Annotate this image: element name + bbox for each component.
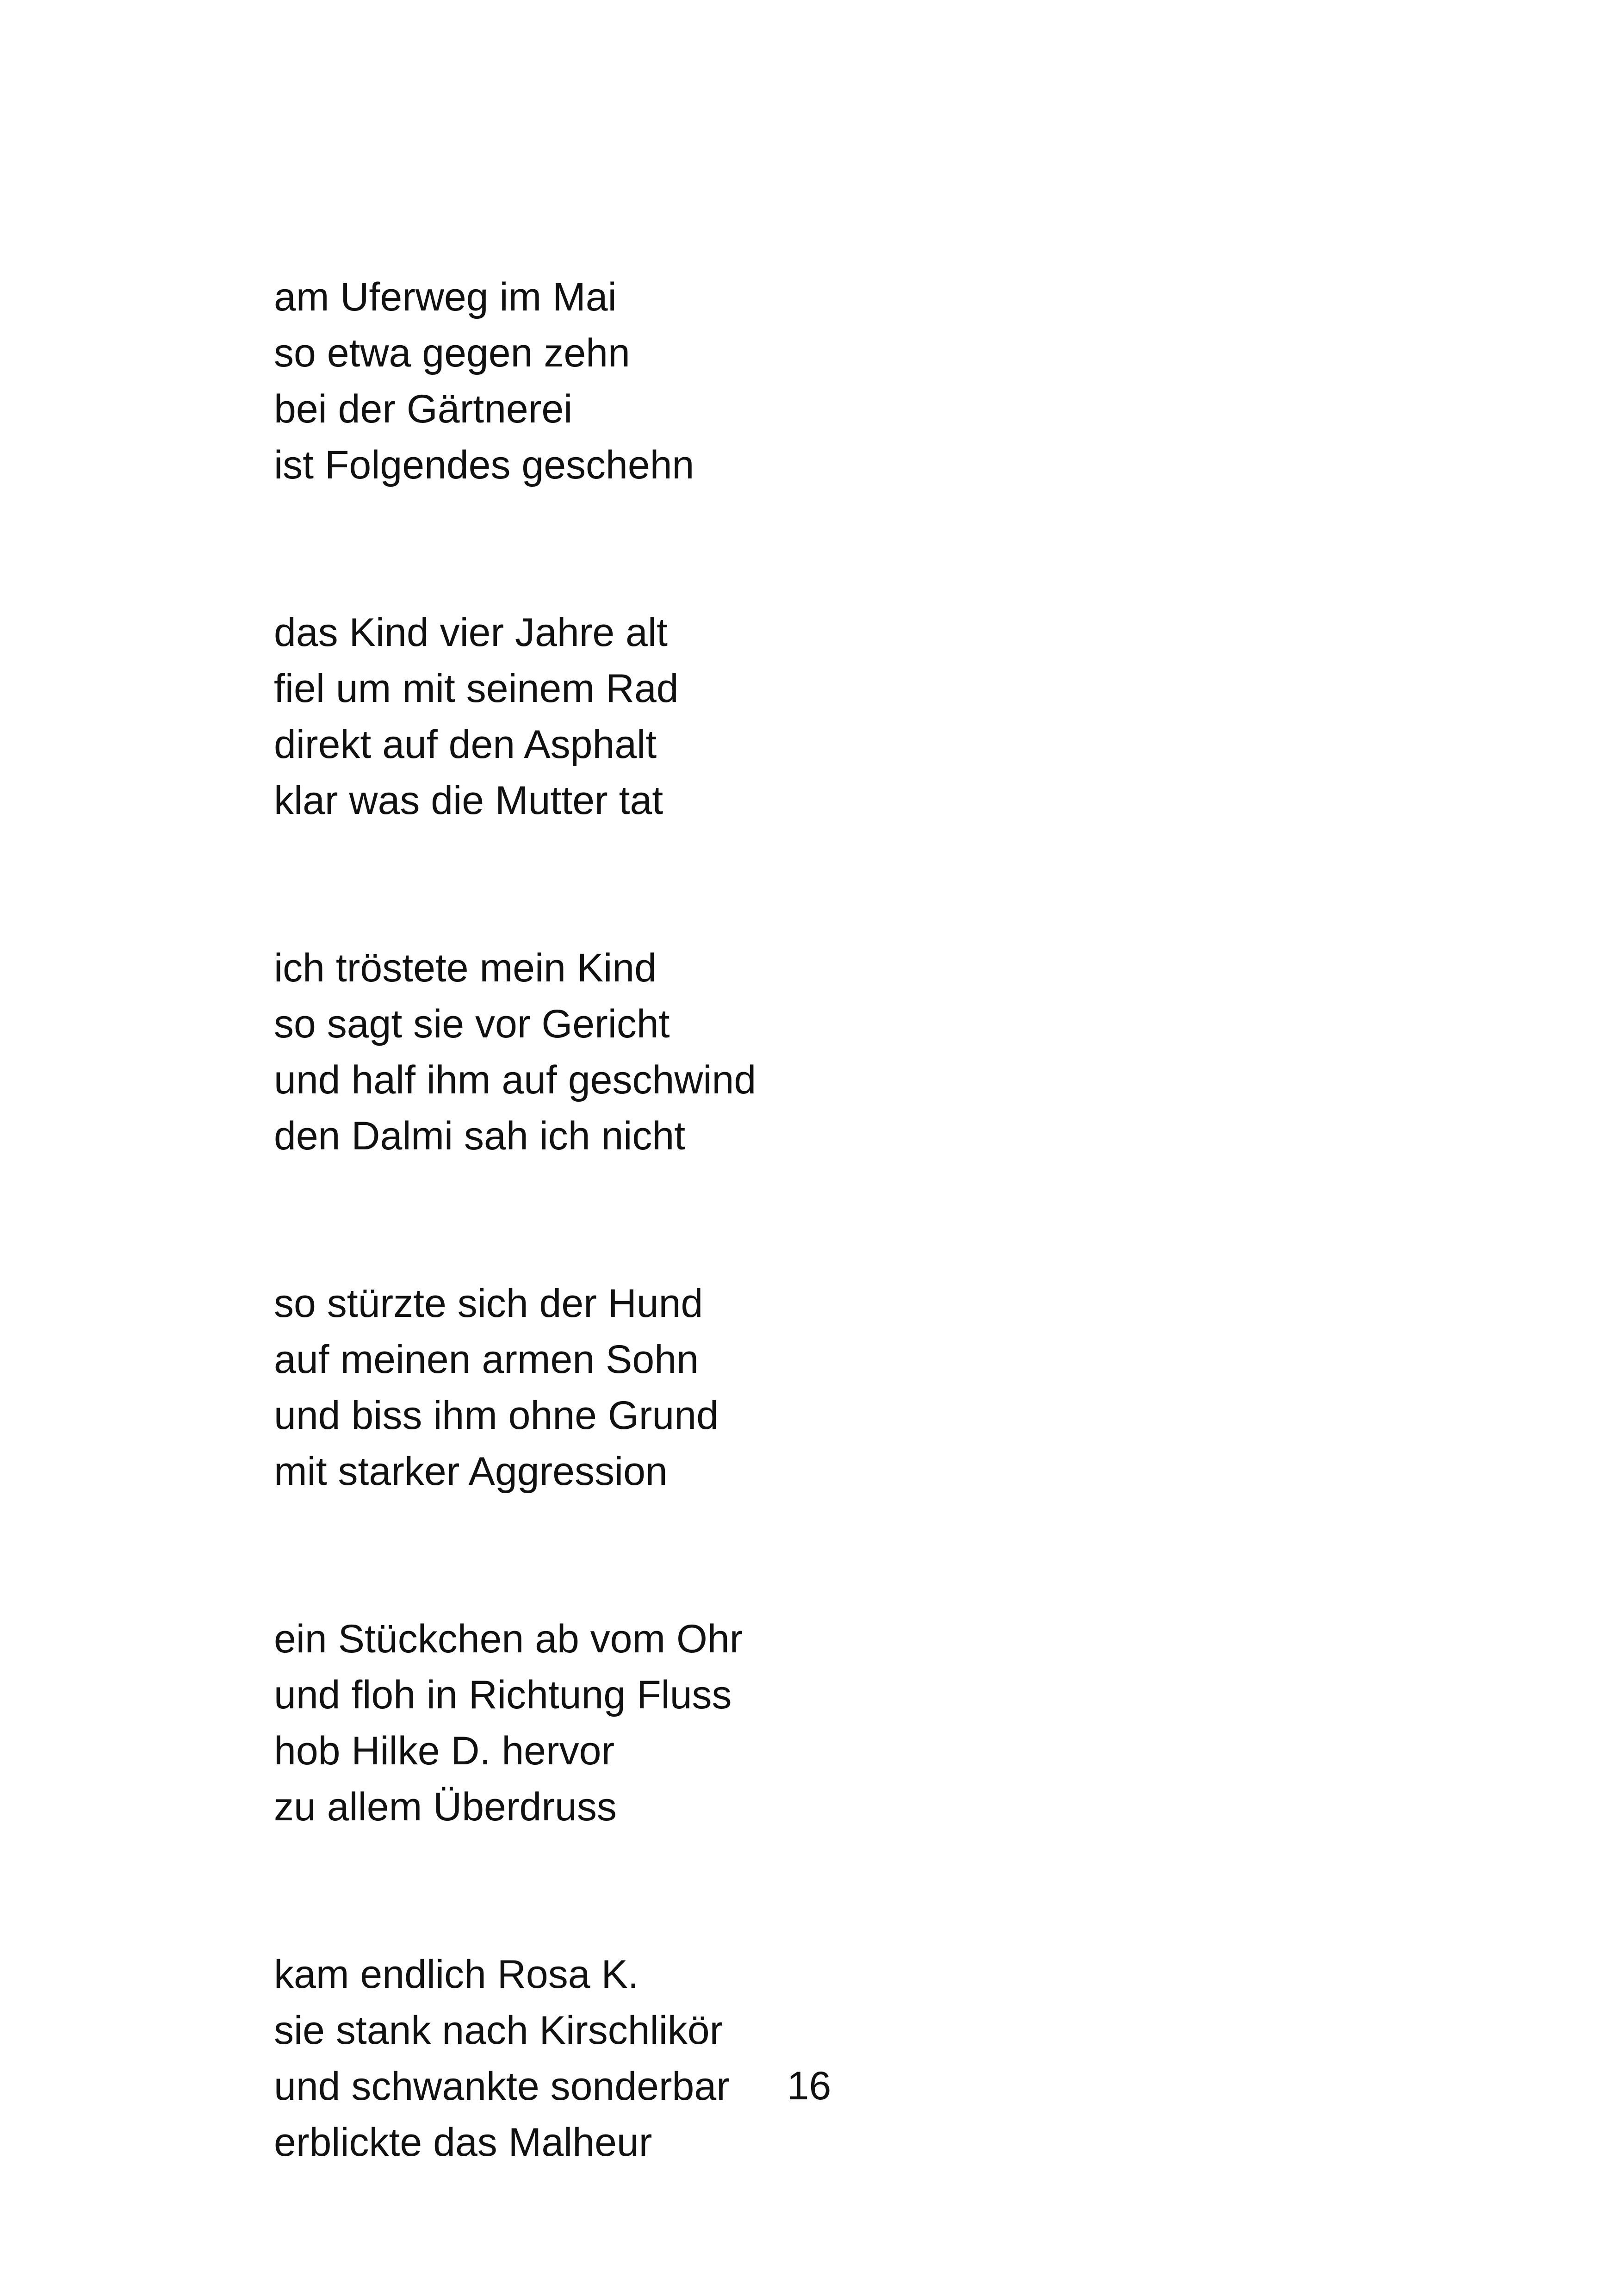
poem-line: kam endlich Rosa K. [274,1952,639,1997]
stanza-3 [274,940,1384,1164]
poem-line: sie stank nach Kirschlikör [274,2008,723,2053]
poem-line: am Uferweg im Mai [274,275,617,319]
poem-line: ich tröstete mein Kind [274,946,657,990]
stanza-2 [274,605,1384,829]
poem-line: ein Stückchen ab vom Ohr [274,1617,743,1661]
poem-line: auf meinen armen Sohn [274,1337,699,1382]
poem-line: direkt auf den Asphalt [274,722,657,767]
poem-line: klar was die Mutter tat [274,778,663,823]
poem-line: und floh in Richtung Fluss [274,1673,732,1717]
poem-line: ist Folgendes geschehn [274,443,694,487]
poem-line: so stürzte sich der Hund [274,1281,703,1326]
poem-line: so etwa gegen zehn [274,331,630,375]
stanza-5 [274,1611,1384,1835]
stanza-1 [274,269,1384,493]
poem-line: fiel um mit seinem Rad [274,666,679,711]
poem [274,269,1384,2282]
page-number: 16 [787,2064,831,2108]
poem-line: hob Hilke D. hervor [274,1729,615,1773]
poem-line: und schwankte sonderbar [274,2064,730,2109]
poem-line: mit starker Aggression [274,1449,668,1494]
poem-line: den Dalmi sah ich nicht [274,1114,686,1158]
poem-line: zu allem Überdruss [274,1785,617,1829]
stanza-4 [274,1276,1384,1500]
poem-line: bei der Gärtnerei [274,387,573,431]
poem-line: und biss ihm ohne Grund [274,1393,719,1438]
poem-line: und half ihm auf geschwind [274,1058,756,1102]
poem-line: erblickte das Malheur [274,2120,652,2165]
poem-line: das Kind vier Jahre alt [274,610,668,655]
poem-line: so sagt sie vor Gericht [274,1002,670,1046]
